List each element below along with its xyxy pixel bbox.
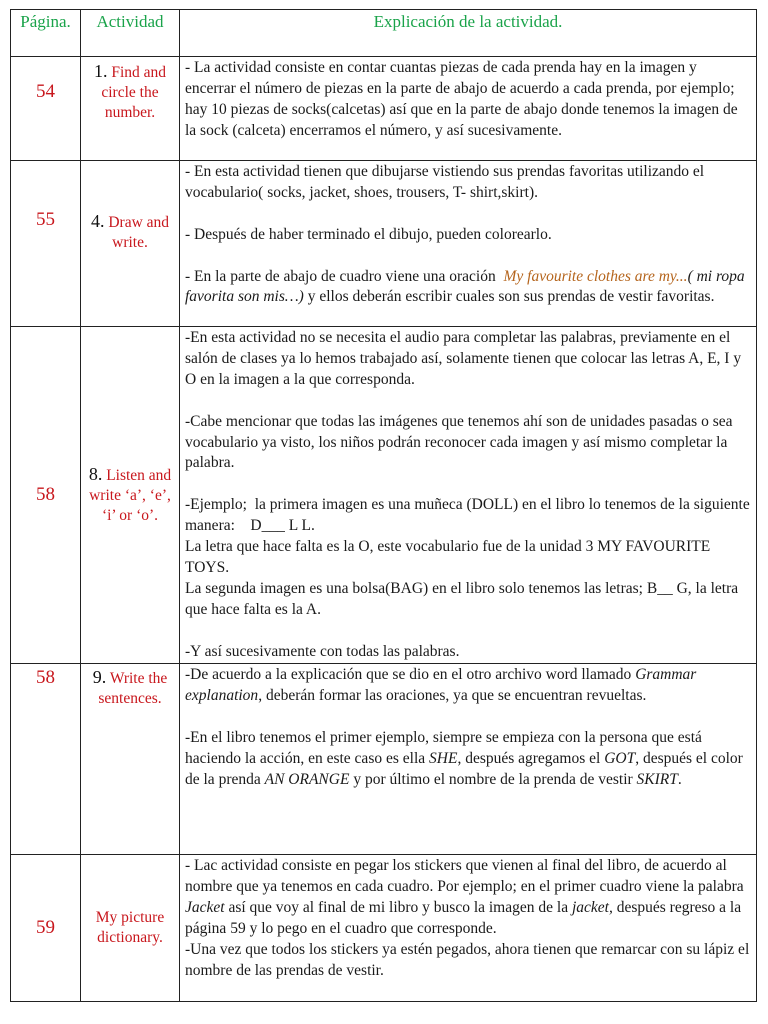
explanation-paragraph: - La actividad consiste en contar cuantas piezas de cada prenda hay en la imagen y encerrar el número de piezas en la parte de abajo de acuerdo a cada prenda, por ejemplo; hay 10 piezas de socks(calcetas) así que en la parte de abajo donde tenemos la imagen de la sock (calceta) encerramos el número, y así sucesivamente.: [185, 59, 738, 139]
explanation-paragraph: [185, 856, 751, 940]
table-row: [11, 664, 757, 855]
explanation-paragraph: -Y así sucesivamente con todas las palabras.: [185, 642, 460, 660]
explanation-cell: [180, 161, 757, 327]
activity-cell: [81, 161, 180, 327]
italic-phrase: jacket,: [571, 899, 613, 917]
explanation-paragraph: [185, 665, 751, 707]
activity-title: My picture dictionary.: [95, 909, 165, 947]
italic-phrase: ( mi ropa favorita son mis…): [185, 267, 745, 306]
page-number: 58: [11, 327, 81, 664]
explanation-cell: [180, 855, 757, 1002]
text-segment: después regreso a la página 59 y lo pego en el cuadro que corresponde.: [185, 899, 742, 938]
explanation-paragraph: -Ejemplo; la primera imagen es una muñeca (DOLL) en el libro lo tenemos de la siguiente manera: D___ L L.: [185, 496, 754, 535]
italic-phrase: SKIRT: [636, 770, 678, 788]
italic-phrase: Jacket: [185, 899, 225, 917]
activity-cell: [81, 57, 180, 161]
page-number: 54: [11, 57, 81, 161]
text-segment: - Lac actividad consiste en pegar los stickers que vienen al final del libro, de acuerdo al nombre que ya tenemos en cada cuadro. Por ejemplo; en el primer cuadro viene la palabra: [185, 857, 744, 896]
activity-cell: [81, 855, 180, 1002]
text-segment: y ellos deberán escribir cuales son sus prendas de vestir favoritas.: [307, 288, 715, 306]
explanation-cell: [180, 664, 757, 855]
text-segment: -En el libro tenemos el primer ejemplo, siempre se empieza con la persona que está haciendo la acción, en este caso es ella: [185, 729, 702, 768]
header-page: Página.: [11, 10, 81, 57]
explanation-paragraph: -Cabe mencionar que todas las imágenes que tenemos ahí son de unidades pasadas o sea vocabulario ya visto, los niños podrán reconocer cada imagen y así mismo completar la palabra.: [185, 412, 733, 472]
explanation-paragraph: - Después de haber terminado el dibujo, pueden colorearlo.: [185, 225, 552, 243]
explanation-paragraph: -En esta actividad no se necesita el audio para completar las palabras, previamente en el salón de clases ya lo hemos trabajado así, solamente tienen que colocar las letras A, E, I y O en la imagen a la que corresponda.: [185, 329, 742, 388]
page-number: 55: [11, 161, 81, 327]
activities-table: [10, 9, 757, 1002]
table-row: [11, 57, 757, 161]
activity-number: 4.: [90, 211, 105, 231]
activity-title: Write the sentences.: [98, 670, 168, 708]
text-segment: -De acuerdo a la explicación que se dio en el otro archivo word llamado: [185, 666, 632, 684]
header-explanation: Explicación de la actividad.: [180, 10, 757, 57]
activity-title: Listen and write ‘a’, ‘e’, ‘i’ or ‘o’.: [89, 467, 172, 525]
italic-phrase: AN ORANGE: [264, 770, 350, 788]
explanation-paragraph: [185, 267, 751, 309]
explanation-cell: [180, 57, 757, 161]
explanation-paragraph: - En esta actividad tienen que dibujarse vistiendo sus prendas favoritas utilizando el vocabulario( socks, jacket, shoes, trousers, T- shirt,skirt).: [185, 163, 705, 201]
table-row: [11, 327, 757, 664]
activity-cell: [81, 327, 180, 664]
highlighted-phrase: My favourite clothes are my...: [503, 267, 688, 285]
activity-number: 8.: [88, 464, 103, 485]
activity-title: Draw and write.: [108, 214, 170, 251]
page-number: 58: [11, 664, 81, 855]
table-row: [11, 855, 757, 1002]
italic-phrase: GOT: [604, 750, 636, 768]
header-activity: Actividad: [81, 10, 180, 57]
explanation-paragraph: [185, 728, 751, 791]
activity-number: 9.: [92, 667, 107, 688]
text-segment: así que voy al final de mi libro y busco la imagen de la: [228, 899, 569, 917]
italic-phrase: SHE: [429, 750, 458, 768]
text-segment: , deberán formar las oraciones, ya que se encuentran revueltas.: [258, 687, 647, 705]
page-number: 59: [11, 855, 81, 1002]
header-row: [11, 10, 757, 57]
text-segment: - En la parte de abajo de cuadro viene una oración: [185, 267, 496, 285]
activity-number: 1.: [93, 61, 108, 81]
text-segment: , después el color de la prenda: [185, 750, 743, 788]
activity-cell: [81, 664, 180, 855]
explanation-paragraph: La segunda imagen es una bolsa(BAG) en el libro solo tenemos las letras; B__ G, la letra que hace falta es la A.: [185, 579, 739, 618]
italic-phrase: Grammar explanation: [185, 666, 697, 705]
activity-title: Find and circle the number.: [101, 64, 167, 121]
explanation-paragraph: La letra que hace falta es la O, este vocabulario fue de la unidad 3 MY FAVOURITE TOYS.: [185, 538, 711, 576]
text-segment: , después agregamos el: [457, 750, 601, 768]
explanation-cell: [180, 327, 757, 664]
explanation-paragraph: -Una vez que todos los stickers ya estén pegados, ahora tienen que remarcar con su lápiz el nombre de las prendas de vestir.: [185, 941, 750, 979]
table-row: [11, 161, 757, 327]
text-segment: y por último el nombre de la prenda de vestir: [353, 770, 633, 788]
text-segment: .: [677, 770, 682, 788]
